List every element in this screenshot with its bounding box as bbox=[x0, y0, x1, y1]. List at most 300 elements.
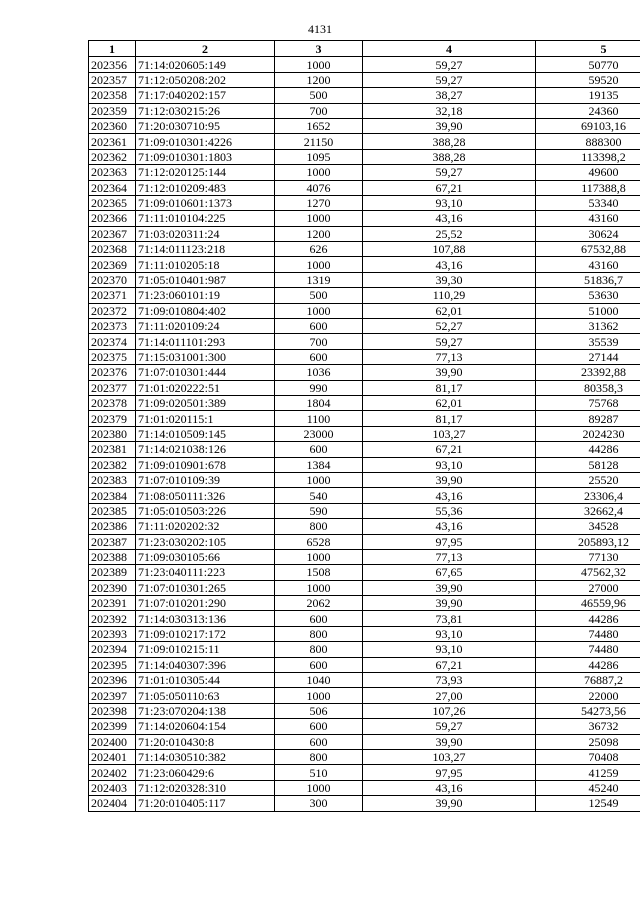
table-cell-col-2: 71:09:010217:172 bbox=[136, 626, 275, 641]
table-cell-col-1: 202356 bbox=[89, 57, 136, 72]
table-cell-col-5: 888300 bbox=[536, 134, 640, 149]
table-cell-col-4: 43,16 bbox=[363, 519, 536, 534]
table-cell-col-2: 71:09:010601:1373 bbox=[136, 195, 275, 210]
table-cell-col-4: 67,21 bbox=[363, 442, 536, 457]
table-row bbox=[89, 365, 640, 380]
table-row bbox=[89, 703, 640, 718]
table-cell-col-5: 59520 bbox=[536, 72, 640, 87]
table-cell-col-5: 43160 bbox=[536, 257, 640, 272]
table-row bbox=[89, 57, 640, 72]
table-cell-col-2: 71:09:010301:1803 bbox=[136, 149, 275, 164]
table-cell-col-4: 388,28 bbox=[363, 134, 536, 149]
table-cell-col-4: 93,10 bbox=[363, 195, 536, 210]
table-row bbox=[89, 180, 640, 195]
table-cell-col-2: 71:14:040307:396 bbox=[136, 657, 275, 672]
table-row bbox=[89, 488, 640, 503]
table-row bbox=[89, 519, 640, 534]
column-header-5: 5 bbox=[536, 41, 640, 57]
table-cell-col-4: 73,81 bbox=[363, 611, 536, 626]
table-row bbox=[89, 134, 640, 149]
table-header bbox=[89, 41, 640, 57]
header-row bbox=[89, 41, 640, 57]
table-row bbox=[89, 334, 640, 349]
table-cell-col-3: 1000 bbox=[275, 211, 363, 226]
table-cell-col-2: 71:14:030510:382 bbox=[136, 749, 275, 764]
table-row bbox=[89, 596, 640, 611]
table-cell-col-3: 1000 bbox=[275, 303, 363, 318]
table-cell-col-2: 71:14:011101:293 bbox=[136, 334, 275, 349]
data-table bbox=[88, 40, 640, 812]
table-row bbox=[89, 303, 640, 318]
table-cell-col-4: 103,27 bbox=[363, 426, 536, 441]
table-cell-col-5: 69103,16 bbox=[536, 118, 640, 133]
table-cell-col-2: 71:01:020222:51 bbox=[136, 380, 275, 395]
table-cell-col-3: 1000 bbox=[275, 472, 363, 487]
table-cell-col-4: 59,27 bbox=[363, 334, 536, 349]
table-cell-col-5: 89287 bbox=[536, 411, 640, 426]
table-row bbox=[89, 195, 640, 210]
table-cell-col-4: 59,27 bbox=[363, 72, 536, 87]
table-cell-col-1: 202397 bbox=[89, 688, 136, 703]
table-cell-col-4: 39,90 bbox=[363, 118, 536, 133]
table-cell-col-1: 202379 bbox=[89, 411, 136, 426]
table-cell-col-3: 2062 bbox=[275, 596, 363, 611]
table-cell-col-4: 67,21 bbox=[363, 180, 536, 195]
table-row bbox=[89, 349, 640, 364]
table-cell-col-1: 202361 bbox=[89, 134, 136, 149]
table-cell-col-2: 71:05:050110:63 bbox=[136, 688, 275, 703]
table-cell-col-2: 71:07:010301:265 bbox=[136, 580, 275, 595]
table-row bbox=[89, 503, 640, 518]
table-cell-col-4: 39,90 bbox=[363, 796, 536, 811]
table-cell-col-3: 600 bbox=[275, 657, 363, 672]
table-cell-col-4: 107,26 bbox=[363, 703, 536, 718]
table-cell-col-1: 202360 bbox=[89, 118, 136, 133]
table-cell-col-3: 600 bbox=[275, 734, 363, 749]
table-cell-col-3: 1100 bbox=[275, 411, 363, 426]
table-cell-col-2: 71:09:010804:402 bbox=[136, 303, 275, 318]
table-cell-col-1: 202368 bbox=[89, 242, 136, 257]
table-row bbox=[89, 611, 640, 626]
table-cell-col-2: 71:01:020115:1 bbox=[136, 411, 275, 426]
table-cell-col-4: 107,88 bbox=[363, 242, 536, 257]
table-cell-col-2: 71:09:020501:389 bbox=[136, 395, 275, 410]
table-cell-col-5: 19135 bbox=[536, 88, 640, 103]
table-cell-col-2: 71:12:030215:26 bbox=[136, 103, 275, 118]
table-cell-col-5: 80358,3 bbox=[536, 380, 640, 395]
table-cell-col-5: 27144 bbox=[536, 349, 640, 364]
table-cell-col-4: 62,01 bbox=[363, 395, 536, 410]
table-body bbox=[89, 57, 640, 811]
table-cell-col-2: 71:03:020311:24 bbox=[136, 226, 275, 241]
table-cell-col-3: 1270 bbox=[275, 195, 363, 210]
table-cell-col-5: 2024230 bbox=[536, 426, 640, 441]
table-row bbox=[89, 165, 640, 180]
table-row bbox=[89, 657, 640, 672]
table-cell-col-1: 202371 bbox=[89, 288, 136, 303]
table-cell-col-4: 39,90 bbox=[363, 365, 536, 380]
table-cell-col-5: 74480 bbox=[536, 642, 640, 657]
table-cell-col-2: 71:09:030105:66 bbox=[136, 549, 275, 564]
table-cell-col-4: 62,01 bbox=[363, 303, 536, 318]
table-cell-col-5: 41259 bbox=[536, 765, 640, 780]
table-cell-col-1: 202366 bbox=[89, 211, 136, 226]
table-cell-col-4: 81,17 bbox=[363, 411, 536, 426]
table-cell-col-1: 202376 bbox=[89, 365, 136, 380]
table-cell-col-1: 202383 bbox=[89, 472, 136, 487]
table-cell-col-1: 202358 bbox=[89, 88, 136, 103]
table-row bbox=[89, 749, 640, 764]
table-cell-col-1: 202378 bbox=[89, 395, 136, 410]
table-cell-col-2: 71:14:021038:126 bbox=[136, 442, 275, 457]
table-cell-col-5: 27000 bbox=[536, 580, 640, 595]
table-cell-col-1: 202399 bbox=[89, 719, 136, 734]
table-cell-col-1: 202380 bbox=[89, 426, 136, 441]
table-cell-col-4: 97,95 bbox=[363, 534, 536, 549]
table-row bbox=[89, 149, 640, 164]
table-cell-col-2: 71:09:010215:11 bbox=[136, 642, 275, 657]
table-cell-col-1: 202369 bbox=[89, 257, 136, 272]
table-cell-col-1: 202389 bbox=[89, 565, 136, 580]
table-cell-col-3: 1000 bbox=[275, 549, 363, 564]
table-row bbox=[89, 626, 640, 641]
table-cell-col-4: 110,29 bbox=[363, 288, 536, 303]
table-cell-col-1: 202395 bbox=[89, 657, 136, 672]
column-header-1: 1 bbox=[89, 41, 136, 57]
table-cell-col-5: 51000 bbox=[536, 303, 640, 318]
column-header-3: 3 bbox=[275, 41, 363, 57]
table-row bbox=[89, 103, 640, 118]
table-cell-col-3: 700 bbox=[275, 103, 363, 118]
table-cell-col-4: 77,13 bbox=[363, 349, 536, 364]
table-row bbox=[89, 472, 640, 487]
table-cell-col-4: 39,90 bbox=[363, 596, 536, 611]
table-cell-col-5: 76887,2 bbox=[536, 673, 640, 688]
table-cell-col-3: 23000 bbox=[275, 426, 363, 441]
table-cell-col-5: 24360 bbox=[536, 103, 640, 118]
column-header-2: 2 bbox=[136, 41, 275, 57]
table-cell-col-5: 47562,32 bbox=[536, 565, 640, 580]
table-cell-col-2: 71:20:030710:95 bbox=[136, 118, 275, 133]
table-row bbox=[89, 719, 640, 734]
table-cell-col-5: 77130 bbox=[536, 549, 640, 564]
table-row bbox=[89, 565, 640, 580]
table-cell-col-1: 202388 bbox=[89, 549, 136, 564]
table-cell-col-2: 71:23:060429:6 bbox=[136, 765, 275, 780]
table-cell-col-5: 51836,7 bbox=[536, 272, 640, 287]
table-cell-col-2: 71:12:010209:483 bbox=[136, 180, 275, 195]
table-cell-col-1: 202404 bbox=[89, 796, 136, 811]
table-cell-col-3: 1040 bbox=[275, 673, 363, 688]
table-cell-col-1: 202387 bbox=[89, 534, 136, 549]
table-cell-col-2: 71:14:030313:136 bbox=[136, 611, 275, 626]
table-cell-col-3: 1095 bbox=[275, 149, 363, 164]
table-cell-col-1: 202401 bbox=[89, 749, 136, 764]
table-cell-col-4: 97,95 bbox=[363, 765, 536, 780]
table-cell-col-3: 1000 bbox=[275, 780, 363, 795]
table-cell-col-1: 202364 bbox=[89, 180, 136, 195]
table-cell-col-3: 510 bbox=[275, 765, 363, 780]
table-cell-col-5: 67532,88 bbox=[536, 242, 640, 257]
table-cell-col-2: 71:11:020109:24 bbox=[136, 319, 275, 334]
table-cell-col-4: 93,10 bbox=[363, 626, 536, 641]
table-row bbox=[89, 395, 640, 410]
table-cell-col-4: 38,27 bbox=[363, 88, 536, 103]
table-row bbox=[89, 673, 640, 688]
table-row bbox=[89, 242, 640, 257]
table-cell-col-1: 202390 bbox=[89, 580, 136, 595]
table-row bbox=[89, 226, 640, 241]
table-cell-col-4: 59,27 bbox=[363, 719, 536, 734]
table-cell-col-5: 12549 bbox=[536, 796, 640, 811]
table-cell-col-4: 39,90 bbox=[363, 472, 536, 487]
table-cell-col-4: 27,00 bbox=[363, 688, 536, 703]
table-row bbox=[89, 580, 640, 595]
table-cell-col-2: 71:23:030202:105 bbox=[136, 534, 275, 549]
table-cell-col-5: 43160 bbox=[536, 211, 640, 226]
table-cell-col-2: 71:12:020328:310 bbox=[136, 780, 275, 795]
table-cell-col-2: 71:11:010104:225 bbox=[136, 211, 275, 226]
table-cell-col-2: 71:01:010305:44 bbox=[136, 673, 275, 688]
table-cell-col-5: 25520 bbox=[536, 472, 640, 487]
table-cell-col-2: 71:08:050111:326 bbox=[136, 488, 275, 503]
table-cell-col-2: 71:07:010301:444 bbox=[136, 365, 275, 380]
table-row bbox=[89, 765, 640, 780]
table-cell-col-4: 55,36 bbox=[363, 503, 536, 518]
table-cell-col-1: 202362 bbox=[89, 149, 136, 164]
table-cell-col-1: 202373 bbox=[89, 319, 136, 334]
table-cell-col-1: 202359 bbox=[89, 103, 136, 118]
table-cell-col-5: 53340 bbox=[536, 195, 640, 210]
table-cell-col-5: 53630 bbox=[536, 288, 640, 303]
table-cell-col-2: 71:11:020202:32 bbox=[136, 519, 275, 534]
table-cell-col-3: 540 bbox=[275, 488, 363, 503]
table-cell-col-4: 67,65 bbox=[363, 565, 536, 580]
table-cell-col-1: 202398 bbox=[89, 703, 136, 718]
table-row bbox=[89, 457, 640, 472]
table-row bbox=[89, 642, 640, 657]
column-header-4: 4 bbox=[363, 41, 536, 57]
table-cell-col-3: 800 bbox=[275, 626, 363, 641]
table-cell-col-5: 54273,56 bbox=[536, 703, 640, 718]
table-cell-col-1: 202384 bbox=[89, 488, 136, 503]
table-cell-col-1: 202363 bbox=[89, 165, 136, 180]
table-cell-col-2: 71:17:040202:157 bbox=[136, 88, 275, 103]
table-cell-col-4: 25,52 bbox=[363, 226, 536, 241]
table-cell-col-1: 202381 bbox=[89, 442, 136, 457]
table-cell-col-5: 32662,4 bbox=[536, 503, 640, 518]
table-cell-col-5: 113398,2 bbox=[536, 149, 640, 164]
table-cell-col-3: 600 bbox=[275, 349, 363, 364]
table-cell-col-4: 43,16 bbox=[363, 257, 536, 272]
table-row bbox=[89, 688, 640, 703]
table-row bbox=[89, 780, 640, 795]
table-cell-col-5: 36732 bbox=[536, 719, 640, 734]
table-cell-col-2: 71:07:010109:39 bbox=[136, 472, 275, 487]
table-cell-col-3: 4076 bbox=[275, 180, 363, 195]
table-cell-col-2: 71:23:060101:19 bbox=[136, 288, 275, 303]
table-cell-col-3: 600 bbox=[275, 442, 363, 457]
table-cell-col-4: 93,10 bbox=[363, 457, 536, 472]
table-cell-col-2: 71:14:020605:149 bbox=[136, 57, 275, 72]
table-cell-col-3: 800 bbox=[275, 749, 363, 764]
table-row bbox=[89, 118, 640, 133]
table-cell-col-5: 35539 bbox=[536, 334, 640, 349]
table-cell-col-3: 600 bbox=[275, 719, 363, 734]
table-cell-col-5: 30624 bbox=[536, 226, 640, 241]
table-row bbox=[89, 549, 640, 564]
table-cell-col-4: 39,90 bbox=[363, 580, 536, 595]
table-cell-col-1: 202367 bbox=[89, 226, 136, 241]
table-cell-col-2: 71:07:010201:290 bbox=[136, 596, 275, 611]
table-cell-col-4: 39,30 bbox=[363, 272, 536, 287]
table-cell-col-3: 1000 bbox=[275, 165, 363, 180]
table-cell-col-1: 202370 bbox=[89, 272, 136, 287]
table-cell-col-2: 71:09:010901:678 bbox=[136, 457, 275, 472]
table-cell-col-1: 202377 bbox=[89, 380, 136, 395]
table-cell-col-3: 300 bbox=[275, 796, 363, 811]
table-cell-col-4: 52,27 bbox=[363, 319, 536, 334]
table-row bbox=[89, 796, 640, 811]
table-row bbox=[89, 88, 640, 103]
table-cell-col-4: 103,27 bbox=[363, 749, 536, 764]
table-cell-col-1: 202392 bbox=[89, 611, 136, 626]
table-cell-col-5: 44286 bbox=[536, 442, 640, 457]
table-cell-col-1: 202394 bbox=[89, 642, 136, 657]
table-cell-col-2: 71:15:031001:300 bbox=[136, 349, 275, 364]
table-cell-col-2: 71:12:020125:144 bbox=[136, 165, 275, 180]
table-cell-col-3: 6528 bbox=[275, 534, 363, 549]
table-cell-col-4: 59,27 bbox=[363, 165, 536, 180]
table-cell-col-3: 626 bbox=[275, 242, 363, 257]
table-cell-col-3: 590 bbox=[275, 503, 363, 518]
table-cell-col-5: 205893,12 bbox=[536, 534, 640, 549]
table-cell-col-3: 1384 bbox=[275, 457, 363, 472]
table-row bbox=[89, 272, 640, 287]
table-cell-col-5: 74480 bbox=[536, 626, 640, 641]
table-cell-col-5: 75768 bbox=[536, 395, 640, 410]
table-row bbox=[89, 426, 640, 441]
table-cell-col-2: 71:12:050208:202 bbox=[136, 72, 275, 87]
table-cell-col-4: 388,28 bbox=[363, 149, 536, 164]
table-cell-col-3: 1200 bbox=[275, 226, 363, 241]
table-cell-col-4: 32,18 bbox=[363, 103, 536, 118]
table-cell-col-3: 1319 bbox=[275, 272, 363, 287]
table-row bbox=[89, 380, 640, 395]
page-number: 4131 bbox=[308, 22, 332, 36]
table-cell-col-1: 202375 bbox=[89, 349, 136, 364]
table-cell-col-3: 600 bbox=[275, 611, 363, 626]
table-cell-col-3: 800 bbox=[275, 642, 363, 657]
table-cell-col-1: 202403 bbox=[89, 780, 136, 795]
table-cell-col-2: 71:11:010205:18 bbox=[136, 257, 275, 272]
table-cell-col-5: 25098 bbox=[536, 734, 640, 749]
table-cell-col-1: 202386 bbox=[89, 519, 136, 534]
table-cell-col-3: 990 bbox=[275, 380, 363, 395]
table-cell-col-1: 202402 bbox=[89, 765, 136, 780]
table-cell-col-1: 202374 bbox=[89, 334, 136, 349]
table-cell-col-3: 700 bbox=[275, 334, 363, 349]
table-cell-col-4: 67,21 bbox=[363, 657, 536, 672]
table-cell-col-3: 500 bbox=[275, 288, 363, 303]
table-cell-col-5: 58128 bbox=[536, 457, 640, 472]
table-cell-col-2: 71:05:010503:226 bbox=[136, 503, 275, 518]
table-row bbox=[89, 534, 640, 549]
table-cell-col-5: 31362 bbox=[536, 319, 640, 334]
table-row bbox=[89, 442, 640, 457]
table-cell-col-2: 71:14:020604:154 bbox=[136, 719, 275, 734]
table-cell-col-1: 202400 bbox=[89, 734, 136, 749]
table-cell-col-2: 71:23:040111:223 bbox=[136, 565, 275, 580]
table-row bbox=[89, 288, 640, 303]
table-cell-col-4: 39,90 bbox=[363, 734, 536, 749]
table-cell-col-5: 50770 bbox=[536, 57, 640, 72]
table-cell-col-3: 1804 bbox=[275, 395, 363, 410]
table-cell-col-4: 81,17 bbox=[363, 380, 536, 395]
table-cell-col-1: 202396 bbox=[89, 673, 136, 688]
table-cell-col-5: 70408 bbox=[536, 749, 640, 764]
table-cell-col-3: 1000 bbox=[275, 57, 363, 72]
table-cell-col-3: 1000 bbox=[275, 580, 363, 595]
table-cell-col-3: 1652 bbox=[275, 118, 363, 133]
table-cell-col-4: 59,27 bbox=[363, 57, 536, 72]
table-cell-col-2: 71:09:010301:4226 bbox=[136, 134, 275, 149]
table-cell-col-4: 73,93 bbox=[363, 673, 536, 688]
table-cell-col-3: 1000 bbox=[275, 257, 363, 272]
table-row bbox=[89, 211, 640, 226]
table-cell-col-1: 202391 bbox=[89, 596, 136, 611]
table-cell-col-5: 23306,4 bbox=[536, 488, 640, 503]
table-cell-col-5: 44286 bbox=[536, 611, 640, 626]
table-cell-col-2: 71:23:070204:138 bbox=[136, 703, 275, 718]
table-cell-col-5: 22000 bbox=[536, 688, 640, 703]
table-cell-col-2: 71:14:011123:218 bbox=[136, 242, 275, 257]
table-cell-col-4: 93,10 bbox=[363, 642, 536, 657]
table-cell-col-5: 46559,96 bbox=[536, 596, 640, 611]
table-cell-col-1: 202393 bbox=[89, 626, 136, 641]
table-cell-col-1: 202385 bbox=[89, 503, 136, 518]
table-row bbox=[89, 319, 640, 334]
table-cell-col-1: 202365 bbox=[89, 195, 136, 210]
table-row bbox=[89, 734, 640, 749]
table-cell-col-3: 800 bbox=[275, 519, 363, 534]
table-cell-col-3: 21150 bbox=[275, 134, 363, 149]
table-cell-col-3: 1200 bbox=[275, 72, 363, 87]
table-cell-col-2: 71:20:010430:8 bbox=[136, 734, 275, 749]
table-cell-col-3: 1036 bbox=[275, 365, 363, 380]
table-cell-col-4: 43,16 bbox=[363, 780, 536, 795]
table-cell-col-5: 23392,88 bbox=[536, 365, 640, 380]
table-row bbox=[89, 257, 640, 272]
table-cell-col-5: 34528 bbox=[536, 519, 640, 534]
table-cell-col-2: 71:20:010405:117 bbox=[136, 796, 275, 811]
table-cell-col-3: 500 bbox=[275, 88, 363, 103]
table-cell-col-5: 44286 bbox=[536, 657, 640, 672]
table-cell-col-3: 506 bbox=[275, 703, 363, 718]
table-cell-col-1: 202382 bbox=[89, 457, 136, 472]
table-cell-col-3: 1508 bbox=[275, 565, 363, 580]
table-row bbox=[89, 411, 640, 426]
table-cell-col-3: 600 bbox=[275, 319, 363, 334]
table-cell-col-2: 71:14:010509:145 bbox=[136, 426, 275, 441]
table-cell-col-5: 45240 bbox=[536, 780, 640, 795]
table-cell-col-3: 1000 bbox=[275, 688, 363, 703]
table-cell-col-5: 49600 bbox=[536, 165, 640, 180]
table-cell-col-1: 202357 bbox=[89, 72, 136, 87]
table-cell-col-5: 117388,8 bbox=[536, 180, 640, 195]
table-cell-col-2: 71:05:010401:987 bbox=[136, 272, 275, 287]
table-row bbox=[89, 72, 640, 87]
